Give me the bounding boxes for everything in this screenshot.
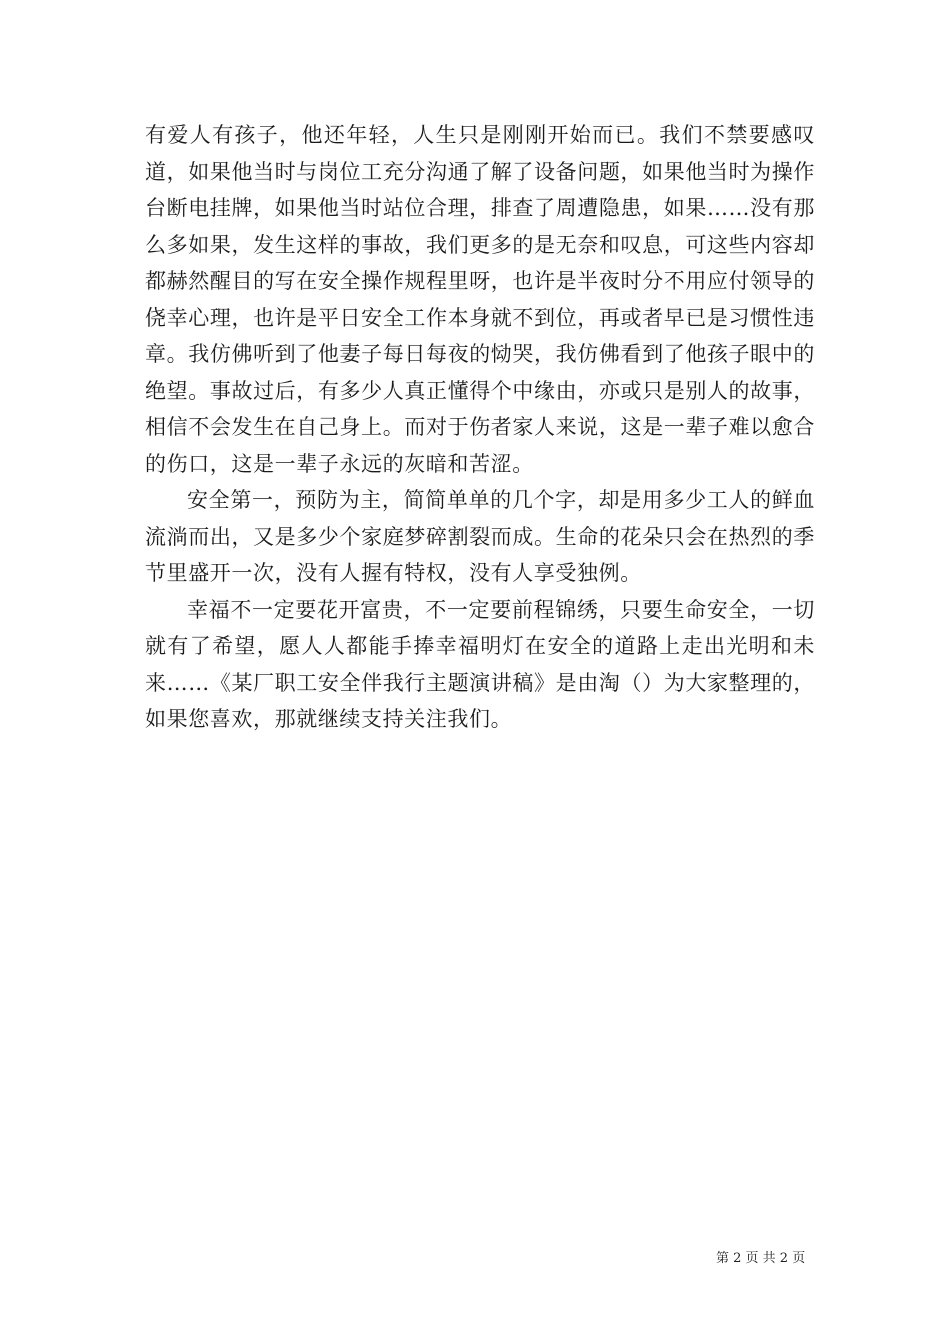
page-footer: 第 2 页 共 2 页	[716, 1251, 806, 1266]
document-body	[145, 117, 815, 738]
paragraph-2: 安全第一，预防为主，简简单单的几个字，却是用多少工人的鲜血流淌而出，又是多少个家庭梦碎割裂而成。生命的花朵只会在热烈的季节里盛开一次，没有人握有特权，没有人享受独例。	[145, 488, 815, 585]
paragraph-3: 幸福不一定要花开富贵，不一定要前程锦绣，只要生命安全，一切就有了希望，愿人人都能手捧幸福明灯在安全的道路上走出光明和未来……《某厂职工安全伴我行主题演讲稿》是由淘（）为大家整理的，如果您喜欢，那就继续支持关注我们。	[145, 597, 815, 731]
paragraph-1: 有爱人有孩子，他还年轻，人生只是刚刚开始而已。我们不禁要感叹道，如果他当时与岗位工充分沟通了解了设备问题，如果他当时为操作台断电挂牌，如果他当时站位合理，排查了周遭隐患，如果……没有那么多如果，发生这样的事故，我们更多的是无奈和叹息，可这些内容却都赫然醒目的写在安全操作规程里呀，也许是半夜时分不用应付领导的侥幸心理，也许是平日安全工作本身就不到位，再或者早已是习惯性违章。我仿佛听到了他妻子每日每夜的恸哭，我仿佛看到了他孩子眼中的绝望。事故过后，有多少人真正懂得个中缘由，亦或只是别人的故事，相信不会发生在自己身上。而对于伤者家人来说，这是一辈子难以愈合的伤口，这是一辈子永远的灰暗和苦涩。	[145, 123, 815, 476]
